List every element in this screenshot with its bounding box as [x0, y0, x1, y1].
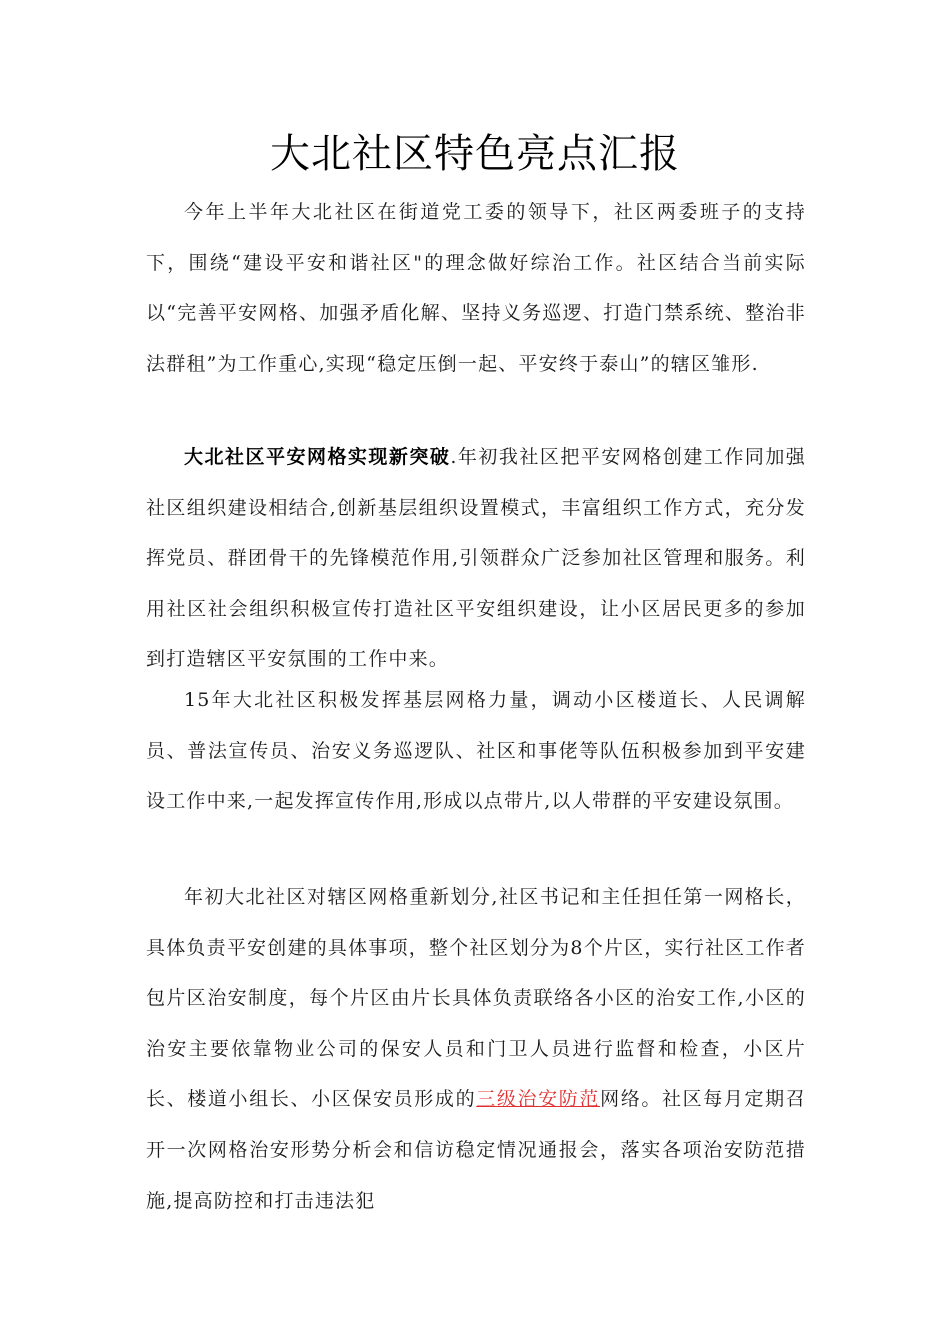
- paragraph-grid-breakthrough: [146, 432, 806, 685]
- paragraph-grid-division: [146, 872, 806, 1226]
- paragraph-text-before-link: 年初大北社区对辖区网格重新划分,社区书记和主任担任第一网格长，具体负责平安创建的具体事项，整个社区划分为8个片区，实行社区工作者包片区治安制度，每个片区由片长具体负责联络各小区的治安工作,小区的治安主要依靠物业公司的保安人员和门卫人员进行监督和检查，小区片长、楼道小组长、小区保安员形成的: [146, 886, 806, 1111]
- three-level-security-link[interactable]: 三级治安防范: [476, 1088, 601, 1111]
- paragraph-intro: 今年上半年大北社区在街道党工委的领导下，社区两委班子的支持下，围绕“建设平安和谐社区"的理念做好综治工作。社区结合当前实际以“完善平安网格、加强矛盾化解、坚持义务巡逻、打造门禁系统、整治非法群租”为工作重心,实现“稳定压倒一起、平安终于泰山”的辖区雏形.: [146, 201, 806, 375]
- paragraph-grid-forces: 15年大北社区积极发挥基层网格力量，调动小区楼道长、人民调解员、普法宣传员、治安义务巡逻队、社区和事佬等队伍积极参加到平安建设工作中来,一起发挥宣传作用,形成以点带片,以人带群的平安建设氛围。: [146, 689, 806, 813]
- paragraph-text: .年初我社区把平安网格创建工作同加强社区组织建设相结合,创新基层组织设置模式，丰富组织工作方式，充分发挥党员、群团骨干的先锋模范作用,引领群众广泛参加社区管理和服务。利用社区社会组织积极宣传打造社区平安组织建设，让小区居民更多的参加到打造辖区平安氛围的工作中来。: [146, 446, 807, 671]
- document-title: 大北社区特色亮点汇报: [270, 131, 680, 177]
- paragraph-text-after-link: 网络。社区每月定期召开一次网格治安形势分析会和信访稳定情况通报会，落实各项治安防范措施,提高防控和打击违法犯: [146, 1088, 807, 1212]
- paragraph-bold-lead: 大北社区平安网格实现新突破: [184, 446, 451, 468]
